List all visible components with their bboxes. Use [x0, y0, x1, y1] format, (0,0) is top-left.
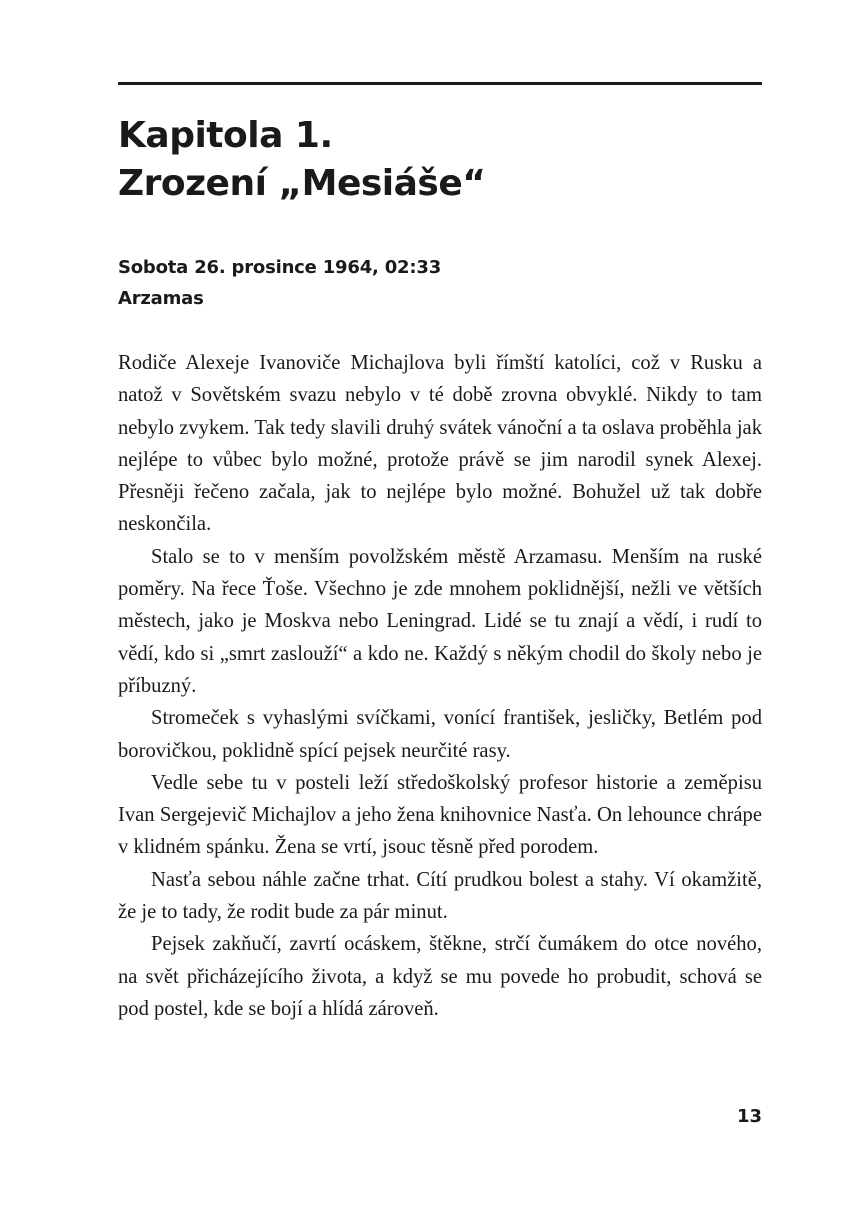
page-number: 13 — [736, 1106, 762, 1127]
paragraph: Stromeček s vyhaslými svíčkami, vonící františek, jesličky, Betlém pod borovičkou, poklidně spící pejsek neurčité rasy. — [118, 707, 762, 762]
chapter-meta — [118, 252, 762, 314]
paragraph: Nasťa sebou náhle začne trhat. Cítí prudkou bolest a stahy. Ví okamžitě, že je to tady, že rodit bude za pár minut. — [118, 868, 762, 924]
paragraph: Pejsek zakňučí, zavrtí ocáskem, štěkne, strčí čumákem do otce nového, na svět přicházejícího života, a když se mu povede ho probudit, schová se pod postel, kde se bojí a hlídá zároveň. — [118, 933, 762, 1020]
paragraph: Stalo se to v menším povolžském městě Arzamasu. Menším na ruské poměry. Na řece Ťoše. Všechno je zde mnohem poklidnější, nežli ve větších městech, jako je Moskva nebo Leningrad. Lidé se tu znají a vědí, i rudí to vědí, kdo si „smrt zaslouží“ a kdo ne. Každý s někým chodil do školy nebo je příbuzný. — [118, 545, 762, 697]
chapter-name: Zrození „Mesiáše“ — [118, 163, 486, 204]
chapter-datetime: Sobota 26. prosince 1964, 02:33 — [118, 257, 442, 278]
chapter-number: Kapitola 1. — [118, 115, 333, 156]
chapter-title — [118, 112, 762, 208]
paragraph: Vedle sebe tu v posteli leží středoškolský profesor historie a zeměpisu Ivan Sergejevič Michajlov a jeho žena knihovnice Nasťa. On lehounce chrápe v klidném spánku. Žena se vrtí, jsouc těsně před porodem. — [118, 771, 762, 859]
chapter-place: Arzamas — [118, 288, 204, 309]
paragraph: Rodiče Alexeje Ivanoviče Michajlova byli římští katolíci, což v Rusku a natož v Sovětském svazu nebylo v té době zrovna obvyklé. Nikdy to tam nebylo zvykem. Tak tedy slavili druhý svátek vánoční a ta oslava proběhla jak nejlépe to vůbec bylo možné, protože právě se jim narodil synek Alexej. Přesněji řečeno začala, jak to nejlépe bylo možné. Bohužel už tak dobře neskončila. — [118, 352, 762, 536]
body-text — [118, 347, 762, 1025]
header-rule — [118, 82, 762, 85]
